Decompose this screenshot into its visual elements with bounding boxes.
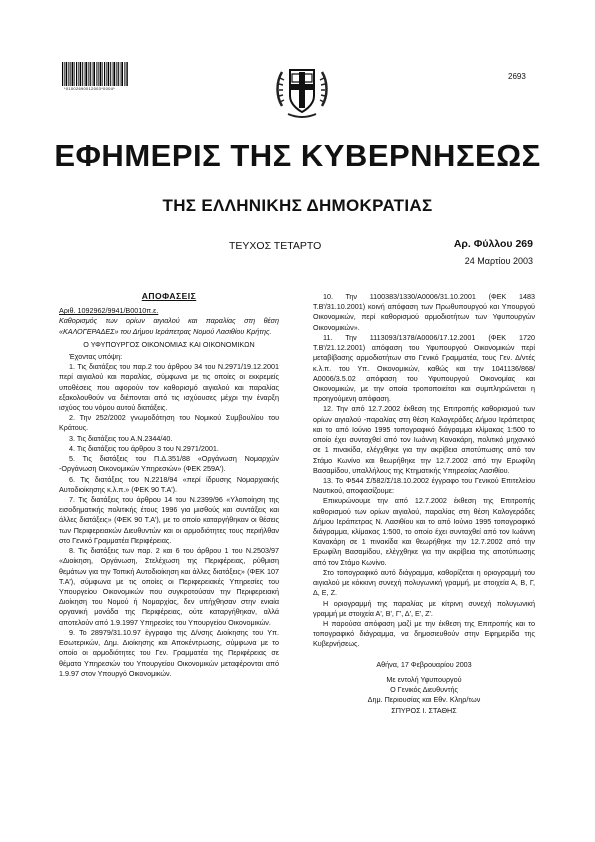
gazette-title: ΕΦΗΜΕΡΙΣ ΤΗΣ ΚΥΒΕΡΝΗΣΕΩΣ bbox=[54, 138, 541, 173]
paragraph: 4. Τις διατάξεις του άρθρου 3 του Ν.2971/2001. bbox=[69, 443, 219, 453]
right-column bbox=[313, 292, 535, 716]
signature-line: Με εντολή Υφυπουργού bbox=[386, 674, 462, 684]
decision-subject: Καθορισμός των ορίων αιγιαλού και παραλίας στη θέση «ΚΑΛΟΓΕΡΑΔΕΣ» του Δήμου Ιεράπετρας Νομού Λασιθίου Κρήτης. bbox=[59, 316, 279, 336]
decision-number: Αριθ. 1092962/9941/Β0010π.ε. bbox=[59, 306, 159, 316]
sheet-number bbox=[454, 238, 533, 250]
having-regard: Έχοντας υπόψη: bbox=[69, 351, 123, 361]
paragraph: 13. Το Φ544 Σ/582/Σ/18.10.2002 έγγραφο του Γενικού Επιτελείου Ναυτικού, αποφασίζουμε: bbox=[313, 475, 535, 496]
paragraph: 9. Το 28979/31.10.97 έγγραφο της Δ/νσης Διοίκησης του Υπ. Εσωτερικών, Δημ. Διοίκησης και Αποκέντρωσης, σύμφωνα με το οποίο οι αρμοδιότητες του Γεν. Γραμματέα της Περιφέρειας σε θέματα Υπηρεσιών του Υπουργείου Οικονομικών μεταφέρονται από 1.9.97 στον Υπουργό Οικονομικών. bbox=[59, 627, 279, 678]
paragraph: Επικυρώνουμε την από 12.7.2002 έκθεση της Επιτροπής καθορισμού των ορίων αιγιαλού, παραλίας στη θέση Καλογεράδες Δήμου Ιεράπετρας Ν. Λασιθίου και το από Ιούνιο 1995 τοπογραφικό διάγραμμα, κλίμακας 1:500, το οποίο έχει συνταχθεί από τον Ιωάννη Κανακάρη σε 1 πινακίδα και θεωρήθηκε την 12.7.2002 από την Ερωφίλη Βασαμίδου, ελέγχθηκε για την ακρίβεια της αποτύπωσης από τον Στάμο Κωνίνο. bbox=[313, 496, 535, 567]
paragraph: 2. Την 252/2002 γνωμοδότηση του Νομικού Συμβουλίου του Κράτους. bbox=[59, 413, 279, 433]
gazette-subtitle: ΤΗΣ ΕΛΛΗΝΙΚΗΣ ΔΗΜΟΚΡΑΤΙΑΣ bbox=[162, 196, 433, 215]
coat-of-arms-emblem bbox=[274, 62, 330, 122]
sheet-label: Αρ. Φύλλου bbox=[453, 238, 513, 250]
page-number: 2693 bbox=[508, 72, 526, 81]
signature-block bbox=[313, 660, 535, 716]
barcode bbox=[62, 62, 128, 86]
signature-line: Ο Γενικός Διευθυντής bbox=[390, 685, 458, 695]
paragraph: 10. Την 1100383/1330/Α0006/31.10.2001 (ΦΕΚ 1483 Τ.Β'/31.10.2001) κοινή απόφαση των Πρωθυπουργού και Υπουργού Οικονομικών, περί καθορισμού αρμοδιοτήτων των Υφυπουργών Οικονομικών». bbox=[313, 292, 535, 332]
paragraph: 1. Τις διατάξεις του παρ.2 του άρθρου 34 του Ν.2971/19.12.2001 περί αιγιαλού και παραλίας, σύμφωνα με τις οποίες οι εκκρεμείς υποθέσεις που αφορούν τον καθορισμό αιγιαλού και παραλίας εξακολουθούν να διέπονται από τις ισχύουσες μέχρι την έναρξη ισχύος του νόμου αυτού διατάξεις. bbox=[59, 362, 279, 413]
left-column bbox=[59, 290, 279, 679]
issue-label: ΤΕΥΧΟΣ ΤΕΤΑΡΤΟ bbox=[229, 240, 322, 252]
section-title: ΑΠΟΦΑΣΕΙΣ bbox=[141, 291, 197, 301]
paragraph: 8. Τις διατάξεις των παρ. 2 και 6 του άρθρου 1 του Ν.2503/97 «Διοίκηση, Οργάνωση, Στελέχωση της Περιφέρειας, ρύθμιση θεμάτων για την Τοπική Αυτοδιοίκηση και άλλες διατάξεις» (ΦΕΚ 107 Τ.Α'), σύμφωνα με τις οποίες οι Περιφερειακές Υπηρεσίες του Υπουργείου Οικονομικών που συγκροτούσαν την Περιφερειακή Διοίκηση του Νομού ή Νομαρχίας, δεν υπήχθησαν στην ενιαία οργανική μονάδα της Περιφέρειας, ούτε καταργήθηκαν, αλλά αποτελούν από 1.9.1997 Υπηρεσίες του Υπουργείου Οικονομικών. bbox=[59, 546, 279, 627]
paragraph: Η οριογραμμή της παραλίας με κίτρινη συνεχή πολυγωνική γραμμή με στοιχεία Α', Β', Γ', Δ', Ε', Ζ'. bbox=[313, 598, 535, 618]
paragraph: 5. Τις διατάξεις του Π.Δ.351/88 «Οργάνωση Νομαρχών -Οργάνωση Οικονομικών Υπηρεσιών» (ΦΕΚ 259Α'). bbox=[59, 454, 279, 474]
signature-line: Δημ. Περιουσίας και Εθν. Κληρ/των bbox=[367, 695, 481, 705]
paragraph: 6. Τις διατάξεις του Ν.2218/94 «περί ίδρυσης Νομαρχιακής Αυτοδιοίκησης κ.λ.π.» (ΦΕΚ 90 Τ.Α'). bbox=[59, 474, 279, 494]
paragraph: Στο τοπογραφικό αυτό διάγραμμα, καθορίζεται η οριογραμμή του αιγιαλού με κόκκινη συνεχή πολυγωνική γραμμή, με στοιχεία Α, Β, Γ, Δ, Ε, Ζ. bbox=[313, 567, 535, 598]
authority-heading: Ο ΥΦΥΠΟΥΡΓΟΣ ΟΙΚΟΝΟΜΙΑΣ ΚΑΙ ΟΙΚΟΝΟΜΙΚΩΝ bbox=[83, 339, 255, 349]
sheet-value: 269 bbox=[515, 238, 533, 250]
paragraph: 12. Την από 12.7.2002 έκθεση της Επιτροπής καθορισμού των ορίων αιγιαλού -παραλίας στη θέση Καλογεράδες Δήμου Ιεράπετρας και το από Ιούνιο 1995 τοπογραφικό διάγραμμα κλίμακας 1:500 το οποίο έχει συνταχθεί από τον Ιωάννη Κανακάρη, πολιτικό μηχανικό σε 1 πινακίδα, ελέγχθηκε για την ακρίβεια αποτύπωσης από τον Στάμο Κωνίνο και θεωρήθηκε την 12.7.2002 από την Ερωφίλη Βασαμίδου, υπαλλήλους της Κτηματικής Υπηρεσίας Λασιθίου. bbox=[313, 404, 535, 475]
signature-place-date: Αθήνα, 17 Φεβρουαρίου 2003 bbox=[376, 659, 472, 669]
issue-date: 24 Μαρτίου 2003 bbox=[464, 256, 533, 266]
paragraph: Η παρούσα απόφαση μαζί με την έκθεση της Επιτροπής και το τοπογραφικό διάγραμμα, να δημοσιευθούν στην Εφημερίδα της Κυβερνήσεως. bbox=[313, 619, 535, 649]
barcode-number: *01002690012003*0004* bbox=[64, 86, 116, 91]
signatory-name: ΣΠΥΡΟΣ Ι. ΣΤΑΘΗΣ bbox=[391, 705, 457, 715]
paragraph: 3. Τις διατάξεις του Α.Ν.2344/40. bbox=[69, 433, 173, 443]
paragraph: 11. Την 1113093/1378/Α0006/17.12.2001 (ΦΕΚ 1720 Τ.Β'/21.12.2001) απόφαση του Υφυπουργού Οικονομικών περί μεταβίβασης αρμοδιοτήτων στο Γενικό Γραμματέα, τους Γεν. Δ/ντές κ.λ.π. του Υπ. Οικονομικών, καθώς και την 1041136/868/Α0006/3.5.02 απόφαση του Υφυπουργού Οικονομίας και Οικονομικών, με την οποία τροποποιείται και συμπληρώνεται η προηγούμενη απόφαση. bbox=[313, 332, 535, 404]
paragraph: 7. Τις διατάξεις του άρθρου 14 του Ν.2399/96 «Υλοποίηση της εισοδηματικής πολιτικής έτους 1996 για μισθούς και συντάξεις και άλλες διατάξεις» (ΦΕΚ 90 Τ.Α'), με το οποίο καταργήθηκαν οι θέσεις των Περιφερειακών Διευθυντών και οι αρμοδιότητες τους περιήλθαν στο Γενικό Γραμματέα Περιφέρειας. bbox=[59, 495, 279, 545]
